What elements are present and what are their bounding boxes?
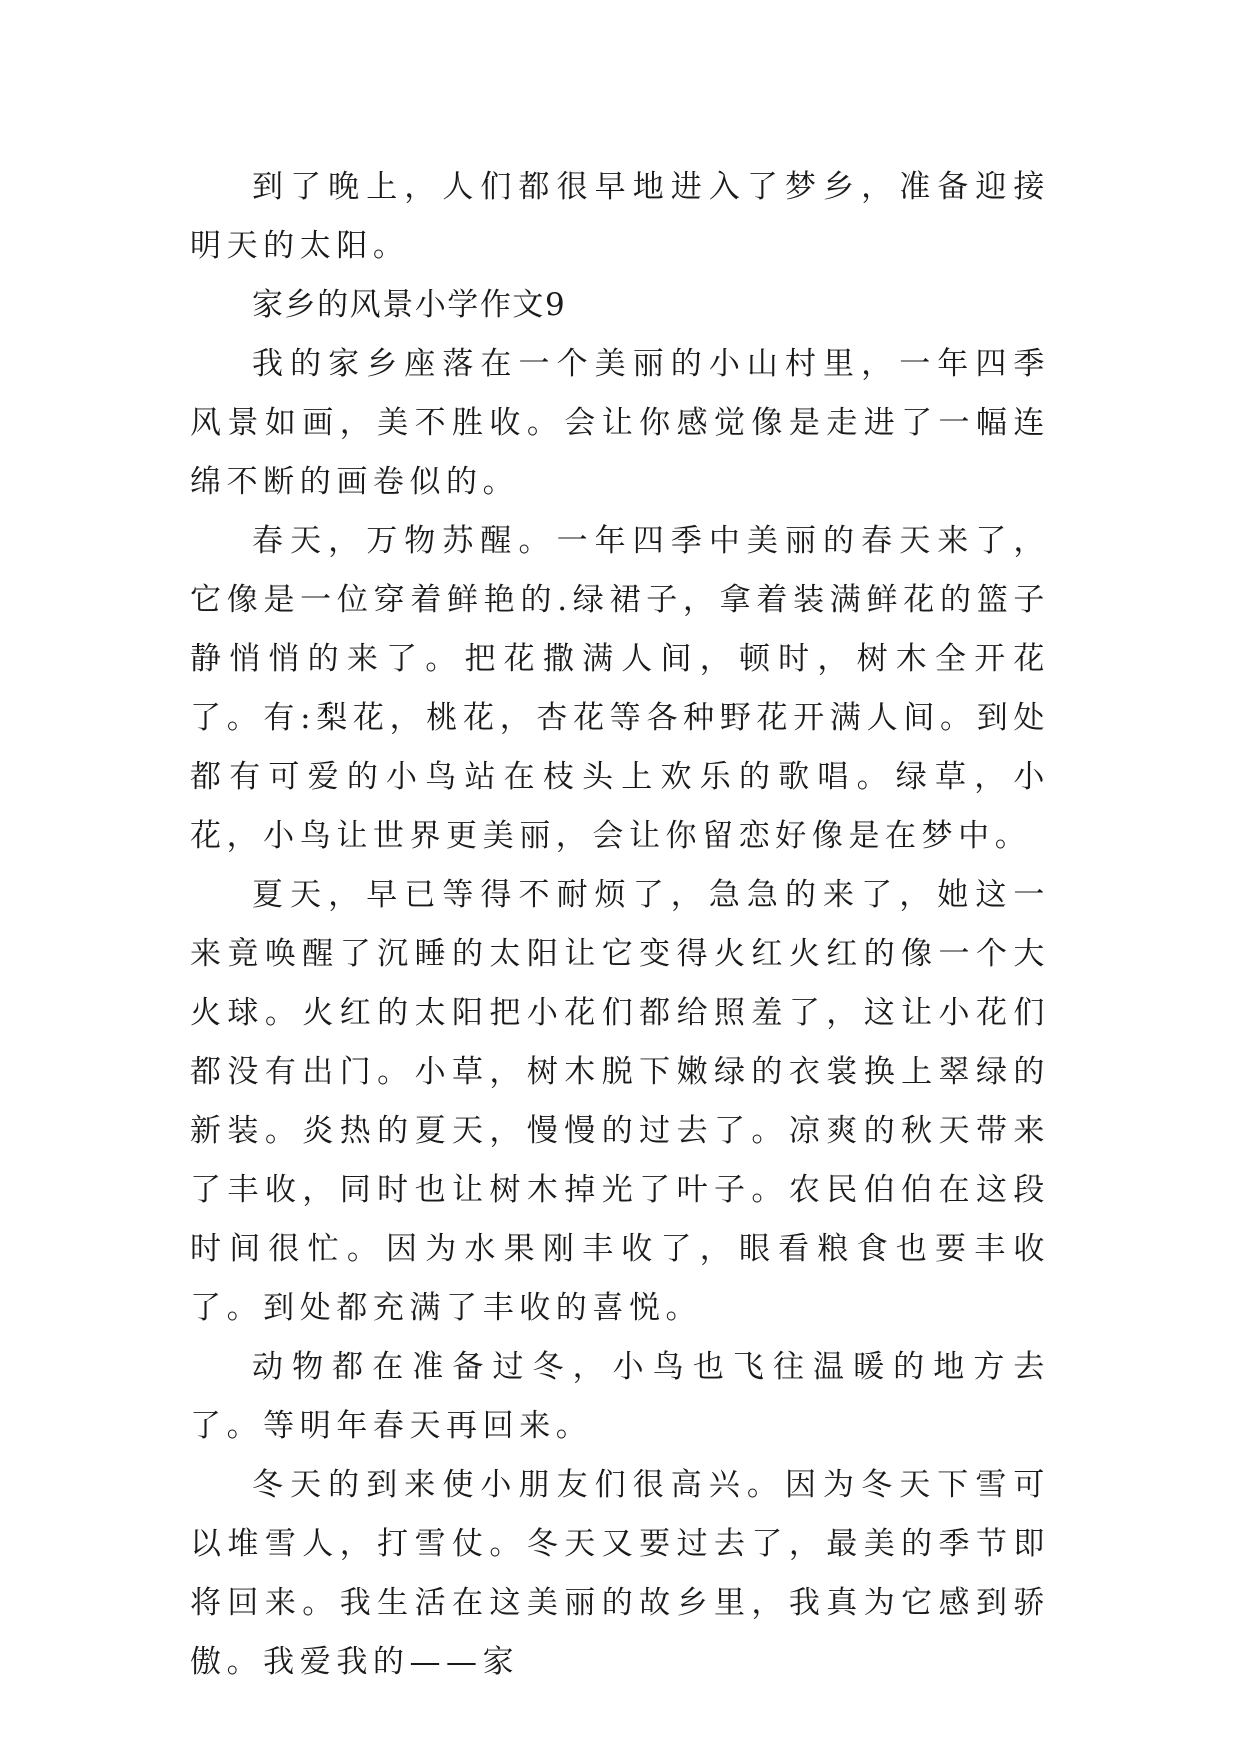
document-body [190, 158, 1050, 1692]
paragraph-winter: 冬天的到来使小朋友们很高兴。因为冬天下雪可以堆雪人，打雪仗。冬天又要过去了，最美的季节即将回来。我生活在这美丽的故乡里，我真为它感到骄傲。我爱我的——家 [190, 1467, 1050, 1680]
essay-title: 家乡的风景小学作文9 [252, 287, 567, 323]
paragraph-animals: 动物都在准备过冬，小鸟也飞往温暖的地方去了。等明年春天再回来。 [190, 1349, 1050, 1444]
paragraph-evening: 到了晚上，人们都很早地进入了梦乡，准备迎接明天的太阳。 [190, 169, 1050, 264]
paragraph-spring: 春天，万物苏醒。一年四季中美丽的春天来了，它像是一位穿着鲜艳的.绿裙子，拿着装满鲜花的篮子静悄悄的来了。把花撒满人间，顿时，树木全开花了。有:梨花，桃花，杏花等各种野花开满人间。到处都有可爱的小鸟站在枝头上欢乐的歌唱。绿草，小花，小鸟让世界更美丽，会让你留恋好像是在梦中。 [190, 523, 1050, 854]
paragraph-intro: 我的家乡座落在一个美丽的小山村里，一年四季风景如画，美不胜收。会让你感觉像是走进了一幅连绵不断的画卷似的。 [190, 346, 1050, 500]
paragraph-summer-autumn: 夏天，早已等得不耐烦了，急急的来了，她这一来竟唤醒了沉睡的太阳让它变得火红火红的像一个大火球。火红的太阳把小花们都给照羞了，这让小花们都没有出门。小草，树木脱下嫩绿的衣裳换上翠绿的新装。炎热的夏天，慢慢的过去了。凉爽的秋天带来了丰收，同时也让树木掉光了叶子。农民伯伯在这段时间很忙。因为水果刚丰收了，眼看粮食也要丰收了。到处都充满了丰收的喜悦。 [190, 877, 1050, 1326]
